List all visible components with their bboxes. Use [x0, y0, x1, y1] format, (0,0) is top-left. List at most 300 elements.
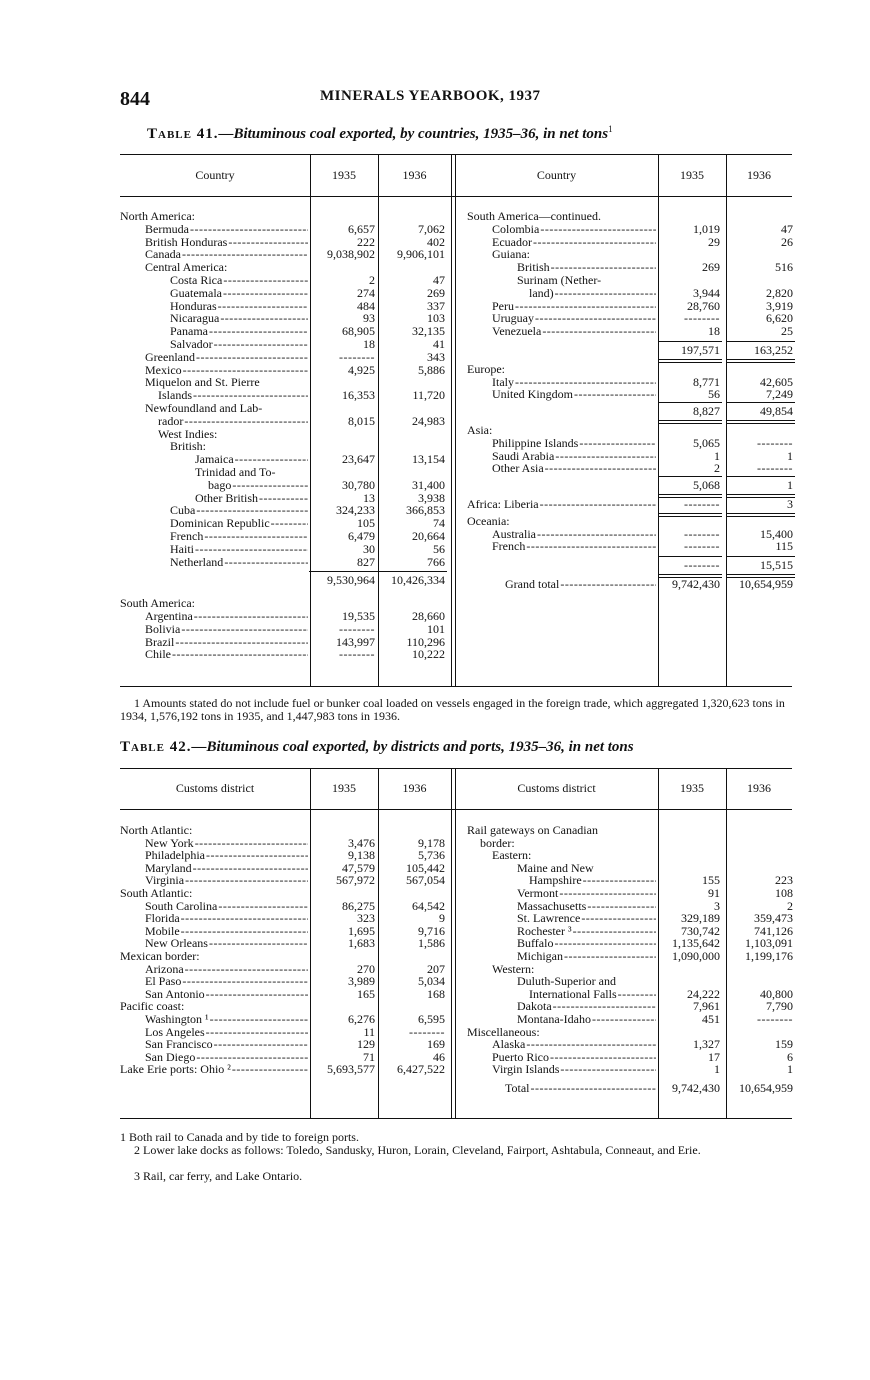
- table42-left-label-9: New Orleans -----: [145, 937, 308, 950]
- table42-left-1935-19: 5,693,577: [327, 1062, 375, 1077]
- table41-left-1936-31: 101: [427, 621, 445, 636]
- table-41-footnote: 1 Amounts stated do not include fuel or bunker coal loaded on vessels engaged in the foreign trade, which aggregated 1,320,623 tons in 1934, 1,576,192 tons in 1935, and 1,447,983 tons in 1936.: [120, 696, 785, 723]
- table42-right-1935-19: 1: [714, 1062, 720, 1077]
- table41-left-label-20: Trinidad and To-: [195, 466, 276, 479]
- table-42-col-rule: [451, 768, 452, 1118]
- table41-left-label-11: Greenland -----: [145, 351, 308, 364]
- table41-right-1935-1: 1,019: [693, 221, 720, 236]
- table41-left-label-7: Honduras -----: [170, 300, 308, 313]
- table42-left-label-1: New York -----: [145, 837, 308, 850]
- table41-right-label-15: Asia:: [467, 424, 493, 437]
- table41-left-1935-28: 9,530,964: [327, 573, 375, 588]
- table41-right-total-rule: [658, 494, 722, 495]
- table42-right-1935-9: 1,135,642: [672, 936, 720, 951]
- table42-left-1936-19: 6,427,522: [397, 1062, 445, 1077]
- table41-right-total-rule: [726, 513, 795, 514]
- table41-right-label-12: Italy -----: [492, 376, 656, 389]
- table41-right-label-11: Europe:: [467, 362, 505, 376]
- table-42-header-1935: 1935: [680, 781, 704, 795]
- table41-right-label-1: Colombia -----: [492, 223, 656, 236]
- table42-left-label-8: Mobile -----: [145, 925, 308, 938]
- table42-left-label-4: Virginia -----: [145, 874, 308, 887]
- table-42-col-rule: [658, 768, 659, 1118]
- table41-right-label-7: Peru -----: [492, 300, 656, 313]
- table41-right-total-rule: [726, 423, 795, 424]
- table41-left-label-33: Chile -----: [145, 648, 308, 661]
- table42-right-1936-7: 359,473: [754, 911, 793, 926]
- table-41-header-1935: 1935: [332, 168, 356, 182]
- table42-right-label-7: St. Lawrence -----: [517, 912, 656, 925]
- table41-left-label-24: Dominican Republic -----: [170, 517, 308, 530]
- table41-left-1936-28: 10,426,334: [391, 573, 445, 588]
- table41-right-total-rule: [658, 423, 722, 424]
- table41-right-1936-18: --------: [757, 461, 793, 476]
- table41-left-1936-7: 337: [427, 298, 445, 313]
- table41-right-subtotal-rule: [726, 402, 795, 403]
- table41-left-label-23: Cuba -----: [170, 504, 308, 517]
- table41-left-label-29: South America:: [120, 597, 195, 611]
- table41-right-1936-6: 2,820: [766, 285, 793, 300]
- table42-left-label-11: Arizona -----: [145, 963, 308, 976]
- table41-left-1936-22: 3,938: [418, 490, 445, 505]
- table-42-title: —Bituminous coal exported, by districts and ports, 1935–36, in net tons: [191, 739, 634, 755]
- table41-right-1936-14: 49,854: [760, 404, 793, 419]
- table41-left-1936-19: 13,154: [412, 452, 445, 467]
- table41-right-total-rule: [726, 359, 795, 360]
- table42-left-label-16: Los Angeles -----: [145, 1026, 308, 1039]
- table41-right-1935-23: --------: [684, 539, 720, 554]
- table41-left-1935-21: 30,780: [342, 477, 375, 492]
- table41-left-label-10: Salvador -----: [170, 338, 308, 351]
- table41-right-1936-8: 6,620: [766, 311, 793, 326]
- table42-left-1935-12: 3,989: [348, 974, 375, 989]
- table41-left-1935-7: 484: [357, 298, 375, 313]
- table41-right-subtotal-rule: [726, 556, 795, 557]
- table42-right-1935-8: 730,742: [681, 923, 720, 938]
- table42-left-label-5: South Atlantic:: [120, 887, 193, 900]
- table41-right-1936-19: 1: [787, 478, 793, 493]
- table41-left-label-1: Bermuda -----: [145, 223, 308, 236]
- table42-right-1936-9: 1,103,091: [745, 936, 793, 951]
- table41-right-1935-24: --------: [684, 558, 720, 573]
- table-42-footnote-1: 1 Both rail to Canada and by tide to foreign ports.: [120, 1130, 359, 1144]
- table41-left-1935-23: 324,233: [336, 503, 375, 518]
- table41-left-1936-27: 766: [427, 554, 445, 569]
- table41-right-1935-17: 1: [714, 448, 720, 463]
- table41-right-subtotal-rule: [726, 476, 795, 477]
- table41-left-1935-32: 143,997: [336, 634, 375, 649]
- table42-left-1935-8: 1,695: [348, 923, 375, 938]
- table41-right-1935-6: 3,944: [693, 285, 720, 300]
- table41-right-1936-2: 26: [781, 234, 793, 249]
- table41-left-label-31: Bolivia -----: [145, 623, 308, 636]
- table41-right-label-23: French -----: [492, 540, 656, 553]
- table42-left-label-6: South Carolina -----: [145, 900, 308, 913]
- page-number: 844: [120, 88, 150, 110]
- table42-left-1936-17: 169: [427, 1037, 445, 1052]
- table42-left-1936-13: 168: [427, 986, 445, 1001]
- table41-right-subtotal-rule: [658, 341, 722, 342]
- table41-right-1935-4: 269: [702, 260, 720, 275]
- table42-left-label-15: Washington ¹ -----: [145, 1013, 308, 1026]
- table41-left-1936-25: 20,664: [412, 529, 445, 543]
- table41-left-1936-5: 47: [433, 273, 445, 287]
- table-42-header-1936: 1936: [402, 781, 427, 795]
- table41-left-1935-33: --------: [339, 647, 375, 662]
- table42-left-label-17: San Francisco -----: [145, 1038, 308, 1051]
- table41-left-1936-32: 110,296: [406, 634, 445, 649]
- table42-left-1936-15: 6,595: [418, 1012, 445, 1026]
- table42-left-1936-12: 5,034: [418, 974, 445, 989]
- table41-right-label-4: British -----: [517, 261, 656, 274]
- table41-left-label-26: Haiti -----: [170, 543, 308, 556]
- table41-right-label-16: Philippine Islands -----: [492, 437, 656, 450]
- table41-right-label-25: Grand total -----: [505, 578, 656, 591]
- table42-left-1936-4: 567,054: [406, 873, 445, 888]
- table42-left-1935-11: 270: [357, 961, 375, 976]
- table41-left-1935-24: 105: [357, 516, 375, 531]
- table41-left-1935-25: 6,479: [348, 529, 375, 543]
- table41-right-1936-10: 163,252: [754, 343, 793, 357]
- table41-right-1936-12: 42,605: [760, 374, 793, 389]
- table42-left-1936-16: --------: [409, 1024, 445, 1039]
- table41-left-label-19: Jamaica -----: [195, 453, 308, 466]
- table42-right-label-17: Alaska -----: [492, 1038, 656, 1051]
- table41-right-label-3: Guiana:: [492, 248, 530, 262]
- table42-left-1935-6: 86,275: [342, 898, 375, 913]
- table42-left-1936-8: 9,716: [418, 923, 445, 938]
- table41-right-1935-19: 5,068: [693, 478, 720, 493]
- table42-left-label-0: North Atlantic:: [120, 824, 193, 837]
- table42-right-1936-5: 108: [775, 886, 793, 900]
- table41-left-1935-27: 827: [357, 554, 375, 569]
- table41-left-1935-14: 16,353: [342, 388, 375, 403]
- table42-left-1935-17: 129: [357, 1037, 375, 1052]
- table41-right-label-21: Oceania:: [467, 514, 510, 528]
- table42-right-1936-20: 10,654,959: [739, 1081, 793, 1095]
- table41-right-total-rule: [658, 420, 722, 421]
- table-42-caption: [120, 739, 634, 756]
- table41-left-1936-23: 366,853: [406, 503, 445, 518]
- table41-left-1936-3: 9,906,101: [397, 247, 445, 262]
- table41-right-1935-10: 197,571: [681, 343, 720, 357]
- table41-left-1935-2: 222: [357, 234, 375, 249]
- table42-left-1935-2: 9,138: [348, 848, 375, 863]
- table42-right-label-3: Maine and New: [517, 861, 594, 875]
- table42-right-label-4: Hampshire -----: [529, 874, 656, 887]
- table41-right-1935-12: 8,771: [693, 374, 720, 389]
- table42-right-1936-6: 2: [787, 898, 793, 913]
- table42-left-1935-3: 47,579: [342, 860, 375, 875]
- table41-left-subtotal-rule: [309, 571, 377, 572]
- table41-left-label-12: Mexico -----: [145, 364, 308, 377]
- table-41-header-rule: [120, 196, 792, 197]
- table42-left-label-10: Mexican border:: [120, 950, 200, 963]
- table42-right-1936-8: 741,126: [754, 923, 793, 938]
- table41-right-1936-24: 15,515: [760, 558, 793, 573]
- table41-right-label-0: South America—continued.: [467, 210, 601, 223]
- table42-right-1936-14: 7,790: [766, 999, 793, 1014]
- table41-right-total-rule: [726, 362, 795, 363]
- table41-left-1935-1: 6,657: [348, 221, 375, 236]
- table42-right-1935-7: 329,189: [681, 911, 720, 926]
- table41-left-label-21: bago -----: [208, 479, 308, 492]
- table41-right-1935-2: 29: [708, 234, 720, 249]
- table41-left-label-9: Panama -----: [170, 325, 308, 338]
- table-41-header-1935: 1935: [680, 168, 704, 182]
- table41-left-1936-21: 31,400: [412, 477, 445, 492]
- table42-left-label-19: Lake Erie ports: Ohio ² -----: [120, 1063, 308, 1076]
- table41-left-1936-26: 56: [433, 541, 445, 556]
- table41-right-1936-13: 7,249: [766, 387, 793, 402]
- table42-right-1935-5: 91: [708, 886, 720, 900]
- table41-left-1935-31: --------: [339, 621, 375, 636]
- table41-right-1935-7: 28,760: [687, 298, 720, 313]
- table41-right-1936-20: 3: [787, 497, 793, 511]
- table41-left-label-22: Other British -----: [195, 492, 308, 505]
- table41-right-1935-20: --------: [684, 497, 720, 511]
- table41-right-1935-18: 2: [714, 461, 720, 476]
- table42-left-1935-18: 71: [363, 1049, 375, 1064]
- table41-right-1936-23: 115: [775, 539, 793, 554]
- table41-left-1935-12: 4,925: [348, 362, 375, 377]
- table41-right-1936-1: 47: [781, 221, 793, 236]
- table42-right-label-16: Miscellaneous:: [467, 1025, 540, 1039]
- table41-right-total-rule: [658, 513, 722, 514]
- table42-right-1936-19: 1: [787, 1062, 793, 1077]
- table42-left-1936-7: 9: [439, 911, 445, 926]
- table42-right-1935-13: 24,222: [687, 986, 720, 1001]
- table-41-footnote-ref: 1: [608, 124, 613, 134]
- table41-left-label-25: French -----: [170, 530, 308, 543]
- table41-right-label-22: Australia -----: [492, 528, 656, 541]
- table42-right-1936-10: 1,199,176: [745, 949, 793, 963]
- table41-left-1936-2: 402: [427, 234, 445, 249]
- table41-right-total-rule: [658, 516, 722, 517]
- table42-right-1936-17: 159: [775, 1037, 793, 1052]
- table41-left-label-2: British Honduras -----: [145, 236, 308, 249]
- table41-left-1935-22: 13: [363, 490, 375, 505]
- table42-left-1935-9: 1,683: [348, 936, 375, 951]
- table41-left-1935-5: 2: [369, 273, 375, 287]
- table42-right-1935-10: 1,090,000: [672, 949, 720, 963]
- table42-left-1935-13: 165: [357, 986, 375, 1001]
- table41-left-label-13: Miquelon and St. Pierre: [145, 376, 260, 390]
- table41-left-1936-24: 74: [433, 516, 445, 531]
- table41-left-1936-8: 103: [427, 311, 445, 326]
- table41-left-1935-6: 274: [357, 285, 375, 300]
- table41-right-label-6: land) -----: [529, 287, 656, 300]
- table41-left-label-14: Islands -----: [158, 389, 308, 402]
- table-42-header-district: Customs district: [517, 781, 596, 795]
- table41-right-1936-7: 3,919: [766, 298, 793, 313]
- table41-left-label-8: Nicaragua -----: [170, 312, 308, 325]
- table-41-header-1936: 1936: [747, 168, 771, 182]
- table41-left-1936-11: 343: [427, 349, 445, 364]
- table41-left-1935-8: 93: [363, 311, 375, 326]
- table42-left-1935-7: 323: [357, 911, 375, 926]
- table41-left-1935-26: 30: [363, 541, 375, 556]
- table41-left-1936-12: 5,886: [418, 362, 445, 377]
- table41-right-1935-13: 56: [708, 387, 720, 402]
- table-42-label: Table 42.: [120, 739, 192, 755]
- table-41-col-rule: [455, 154, 456, 686]
- table41-right-1936-16: --------: [757, 435, 793, 450]
- table41-left-1935-11: --------: [339, 349, 375, 364]
- table41-right-subtotal-rule: [658, 556, 722, 557]
- table41-left-label-3: Canada -----: [145, 248, 308, 261]
- table41-right-1936-22: 15,400: [760, 526, 793, 541]
- table42-left-1936-3: 105,442: [406, 860, 445, 875]
- table42-right-label-12: Duluth-Superior and: [517, 975, 616, 989]
- table41-left-label-15: Newfoundland and Lab-: [145, 402, 263, 415]
- table41-right-1936-4: 516: [775, 260, 793, 275]
- table42-right-label-14: Dakota -----: [517, 1000, 656, 1013]
- table-42-header-1935: 1935: [332, 781, 356, 795]
- table42-right-1935-20: 9,742,430: [672, 1081, 720, 1095]
- table42-left-label-2: Philadelphia -----: [145, 849, 308, 862]
- table41-left-label-5: Costa Rica -----: [170, 274, 308, 287]
- table42-left-label-3: Maryland -----: [145, 862, 308, 875]
- table41-right-1935-8: --------: [684, 311, 720, 326]
- running-head: MINERALS YEARBOOK, 1937: [320, 88, 541, 104]
- table41-right-total-rule: [726, 420, 795, 421]
- table-42-header-district: Customs district: [175, 781, 255, 795]
- table42-left-1935-4: 567,972: [336, 873, 375, 888]
- table41-right-total-rule: [658, 359, 722, 360]
- table41-right-label-8: Uruguay -----: [492, 312, 656, 325]
- table42-right-label-8: Rochester ³ -----: [517, 925, 656, 938]
- table41-right-1935-9: 18: [708, 324, 720, 339]
- table42-right-label-19: Virgin Islands -----: [492, 1063, 656, 1076]
- table41-left-1936-14: 11,720: [412, 388, 445, 403]
- table42-right-label-5: Vermont -----: [517, 887, 656, 900]
- table-42-col-rule: [726, 768, 727, 1118]
- table41-left-label-27: Netherland -----: [170, 556, 308, 569]
- table-42-bottom-rule: [120, 1118, 792, 1119]
- table42-right-1936-15: --------: [757, 1012, 793, 1026]
- table42-right-label-13: International Falls -----: [529, 988, 656, 1001]
- table42-right-label-20: Total -----: [505, 1082, 656, 1095]
- table-42-top-rule: [120, 768, 792, 769]
- table42-right-1935-15: 451: [702, 1012, 720, 1026]
- table42-right-1935-17: 1,327: [693, 1037, 720, 1052]
- table41-left-1935-9: 68,905: [342, 324, 375, 339]
- table42-left-label-14: Pacific coast:: [120, 1000, 185, 1014]
- table41-left-label-32: Brazil -----: [145, 636, 308, 649]
- table41-right-label-13: United Kingdom -----: [492, 388, 656, 401]
- table41-right-total-rule: [726, 494, 795, 495]
- table42-right-label-1: border:: [480, 836, 515, 850]
- table-41-col-rule: [451, 154, 452, 686]
- table41-right-total-rule: [658, 574, 722, 575]
- table42-right-1935-18: 17: [708, 1049, 720, 1064]
- table42-right-label-2: Eastern:: [492, 849, 532, 863]
- table41-left-1936-30: 28,660: [412, 609, 445, 623]
- table42-right-1936-18: 6: [787, 1049, 793, 1064]
- table42-left-1935-16: 11: [363, 1024, 375, 1039]
- table42-right-1936-4: 223: [775, 873, 793, 888]
- table41-right-label-9: Venezuela -----: [492, 325, 656, 338]
- table42-right-1935-14: 7,961: [693, 999, 720, 1014]
- table41-left-1936-6: 269: [427, 285, 445, 300]
- table41-right-1936-17: 1: [787, 448, 793, 463]
- table42-right-label-0: Rail gateways on Canadian: [467, 824, 598, 837]
- table42-left-1935-15: 6,276: [348, 1012, 375, 1026]
- table-42-header-1936: 1936: [747, 781, 771, 795]
- table42-right-label-9: Buffalo -----: [517, 937, 656, 950]
- table41-left-1936-1: 7,062: [418, 221, 445, 236]
- table-42-footnote-2: 2 Lower lake docks as follows: Toledo, Sandusky, Huron, Lorain, Cleveland, Fairport, Ashtabula, Conneaut, and Erie.: [134, 1143, 701, 1157]
- table41-left-1935-16: 8,015: [348, 413, 375, 428]
- table41-left-label-18: British:: [170, 440, 207, 454]
- table42-right-1935-4: 155: [702, 873, 720, 888]
- table42-left-1936-9: 1,586: [418, 936, 445, 951]
- table41-left-label-6: Guatemala -----: [170, 287, 308, 300]
- table41-right-label-17: Saudi Arabia -----: [492, 450, 656, 463]
- table42-right-1936-13: 40,800: [760, 986, 793, 1001]
- table41-left-1935-3: 9,038,902: [327, 247, 375, 262]
- table41-left-subtotal-rule: [377, 571, 447, 572]
- table42-left-1936-18: 46: [433, 1049, 445, 1064]
- table41-right-label-20: Africa: Liberia -----: [467, 498, 656, 511]
- table42-right-label-18: Puerto Rico -----: [492, 1051, 656, 1064]
- table41-left-label-17: West Indies:: [158, 427, 218, 441]
- table41-left-label-4: Central America:: [145, 261, 228, 275]
- table41-right-subtotal-rule: [658, 476, 722, 477]
- table42-right-label-10: Michigan -----: [517, 950, 656, 963]
- table-41-bottom-rule: [120, 686, 792, 687]
- table-42-footnote-3: 3 Rail, car ferry, and Lake Ontario.: [134, 1169, 303, 1183]
- table42-left-1935-1: 3,476: [348, 835, 375, 850]
- table41-right-1935-25: 9,742,430: [672, 577, 720, 591]
- table41-right-subtotal-rule: [658, 402, 722, 403]
- table42-left-label-13: San Antonio -----: [145, 988, 308, 1001]
- table41-right-label-2: Ecuador -----: [492, 236, 656, 249]
- table41-right-label-5: Surinam (Nether-: [517, 274, 602, 287]
- table42-right-label-6: Massachusetts -----: [517, 900, 656, 913]
- table41-right-total-rule: [658, 362, 722, 363]
- table-42-header-rule: [120, 809, 792, 810]
- table-41-caption: [147, 124, 613, 143]
- table41-right-total-rule: [726, 574, 795, 575]
- table42-right-1935-6: 3: [714, 898, 720, 913]
- table-41-title: —Bituminous coal exported, by countries, 1935–36, in net tons: [218, 126, 609, 142]
- table-41-header-country: Country: [195, 168, 235, 182]
- table41-left-1935-10: 18: [363, 337, 375, 351]
- table41-right-total-rule: [726, 516, 795, 517]
- table41-left-1936-9: 32,135: [412, 324, 445, 339]
- table42-right-label-15: Montana-Idaho -----: [517, 1013, 656, 1026]
- table42-right-label-11: Western:: [492, 962, 535, 976]
- table-41-label: Table 41.: [147, 126, 219, 142]
- table42-left-label-18: San Diego -----: [145, 1051, 308, 1064]
- table41-right-1936-25: 10,654,959: [739, 577, 793, 591]
- table42-left-label-12: El Paso -----: [145, 975, 308, 988]
- table41-right-label-18: Other Asia -----: [492, 462, 656, 475]
- table-42-col-rule: [455, 768, 456, 1118]
- table41-right-1935-16: 5,065: [693, 435, 720, 450]
- table41-left-label-16: rador -----: [158, 415, 308, 428]
- table-41-header-country: Country: [536, 168, 577, 182]
- table41-right-1936-9: 25: [781, 324, 793, 339]
- table42-left-1936-6: 64,542: [412, 898, 445, 913]
- table42-left-1936-2: 5,736: [418, 848, 445, 863]
- table-41-top-rule: [120, 154, 792, 155]
- table41-left-label-0: North America:: [120, 210, 195, 223]
- table42-left-1936-11: 207: [427, 961, 445, 976]
- table41-right-1935-14: 8,827: [693, 404, 720, 419]
